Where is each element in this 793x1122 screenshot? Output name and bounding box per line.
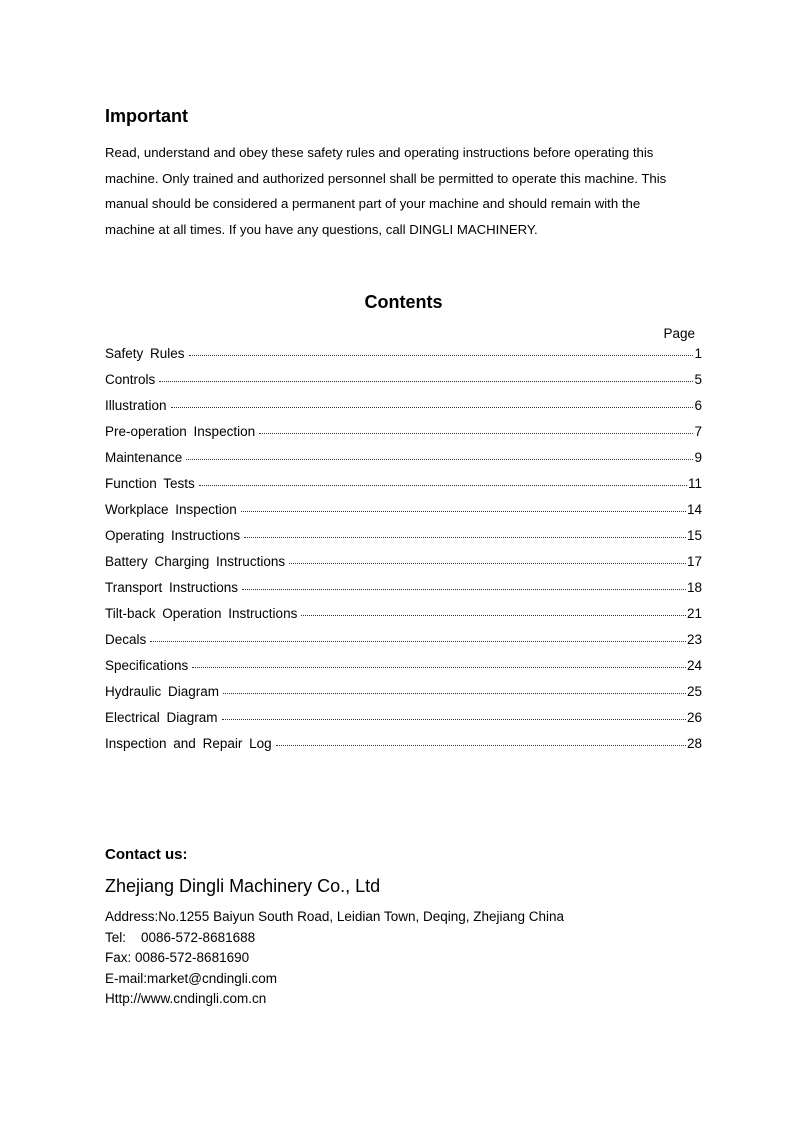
toc-leader xyxy=(150,640,686,642)
contents-heading: Contents xyxy=(364,292,443,312)
toc-leader xyxy=(199,484,687,486)
toc-entry-safety-rules[interactable] xyxy=(105,346,702,372)
contact-fax: Fax: 0086-572-8681690 xyxy=(105,950,250,966)
important-line: Read, understand and obey these safety rules and operating instructions before operating this xyxy=(105,145,654,160)
toc-title: Controls xyxy=(105,372,156,387)
toc-page-number: 5 xyxy=(694,372,702,387)
toc-leader xyxy=(242,588,686,590)
important-line: machine. Only trained and authorized personnel shall be permitted to operate this machine. This xyxy=(105,170,667,186)
toc-leader xyxy=(189,354,693,356)
toc-leader xyxy=(259,432,693,434)
toc-title: Maintenance xyxy=(105,450,183,465)
toc-page-number: 28 xyxy=(686,736,702,751)
toc-page-number: 23 xyxy=(686,632,702,647)
table-of-contents xyxy=(105,346,702,762)
toc-entry-controls[interactable] xyxy=(105,372,702,398)
toc-page-number: 15 xyxy=(686,528,702,543)
page-column-label: Page xyxy=(663,326,695,341)
toc-title: Decals xyxy=(105,632,147,647)
toc-title: Battery Charging Instructions xyxy=(105,554,286,569)
important-paragraph xyxy=(105,140,705,243)
toc-entry-illustration[interactable] xyxy=(105,398,702,424)
toc-page-number: 14 xyxy=(686,502,702,517)
toc-entry-battery-charging-instructions[interactable] xyxy=(105,554,702,580)
toc-page-number: 1 xyxy=(694,346,702,361)
toc-leader xyxy=(289,562,686,564)
company-name: Zhejiang Dingli Machinery Co., Ltd xyxy=(105,876,381,896)
toc-title: Pre-operation Inspection xyxy=(105,424,256,439)
important-line: machine at all times. If you have any questions, call DINGLI MACHINERY. xyxy=(105,222,538,238)
toc-page-number: 17 xyxy=(686,554,702,569)
contact-website[interactable]: Http://www.cndingli.com.cn xyxy=(105,991,267,1007)
toc-title: Specifications xyxy=(105,658,189,673)
contact-address: Address:No.1255 Baiyun South Road, Leidian Town, Deqing, Zhejiang China xyxy=(105,909,565,924)
toc-page-number: 9 xyxy=(694,450,702,465)
toc-page-number: 6 xyxy=(694,398,702,413)
toc-title: Transport Instructions xyxy=(105,580,239,595)
toc-leader xyxy=(301,614,686,616)
contact-details xyxy=(105,907,564,1010)
toc-entry-operating-instructions[interactable] xyxy=(105,528,702,554)
toc-entry-maintenance[interactable] xyxy=(105,450,702,476)
toc-title: Safety Rules xyxy=(105,346,185,361)
important-heading: Important xyxy=(105,106,188,126)
toc-title: Electrical Diagram xyxy=(105,710,218,725)
toc-page-number: 25 xyxy=(686,684,702,699)
toc-leader xyxy=(171,406,693,408)
contact-tel: Tel: 0086-572-8681688 xyxy=(105,929,256,945)
toc-page-number: 11 xyxy=(687,476,702,491)
toc-leader xyxy=(159,380,693,382)
toc-entry-workplace-inspection[interactable] xyxy=(105,502,702,528)
toc-leader xyxy=(186,458,693,460)
contact-heading: Contact us: xyxy=(105,846,188,863)
toc-entry-hydraulic-diagram[interactable] xyxy=(105,684,702,710)
toc-entry-inspection-and-repair-log[interactable] xyxy=(105,736,702,762)
toc-page-number: 26 xyxy=(686,710,702,725)
toc-leader xyxy=(192,666,686,668)
toc-entry-electrical-diagram[interactable] xyxy=(105,710,702,736)
toc-entry-tilt-back-operation-instructions[interactable] xyxy=(105,606,702,632)
toc-title: Workplace Inspection xyxy=(105,502,237,517)
toc-leader xyxy=(223,692,686,694)
toc-page-number: 7 xyxy=(694,424,702,439)
contact-email[interactable]: E-mail:market@cndingli.com xyxy=(105,970,277,986)
toc-leader xyxy=(222,718,686,720)
toc-page-number: 24 xyxy=(686,658,702,673)
toc-title: Hydraulic Diagram xyxy=(105,684,220,699)
toc-entry-pre-operation-inspection[interactable] xyxy=(105,424,702,450)
toc-entry-transport-instructions[interactable] xyxy=(105,580,702,606)
toc-title: Function Tests xyxy=(105,476,195,491)
toc-title: Tilt-back Operation Instructions xyxy=(105,606,298,621)
toc-entry-specifications[interactable] xyxy=(105,658,702,684)
toc-page-number: 21 xyxy=(686,606,702,621)
toc-page-number: 18 xyxy=(686,580,702,595)
toc-leader xyxy=(244,536,686,538)
toc-entry-function-tests[interactable] xyxy=(105,476,702,502)
toc-title: Illustration xyxy=(105,398,167,413)
toc-leader xyxy=(241,510,686,512)
toc-entry-decals[interactable] xyxy=(105,632,702,658)
toc-title: Operating Instructions xyxy=(105,528,241,543)
toc-title: Inspection and Repair Log xyxy=(105,736,272,751)
important-line: manual should be considered a permanent part of your machine and should remain with the xyxy=(105,196,641,212)
toc-leader xyxy=(276,744,686,746)
